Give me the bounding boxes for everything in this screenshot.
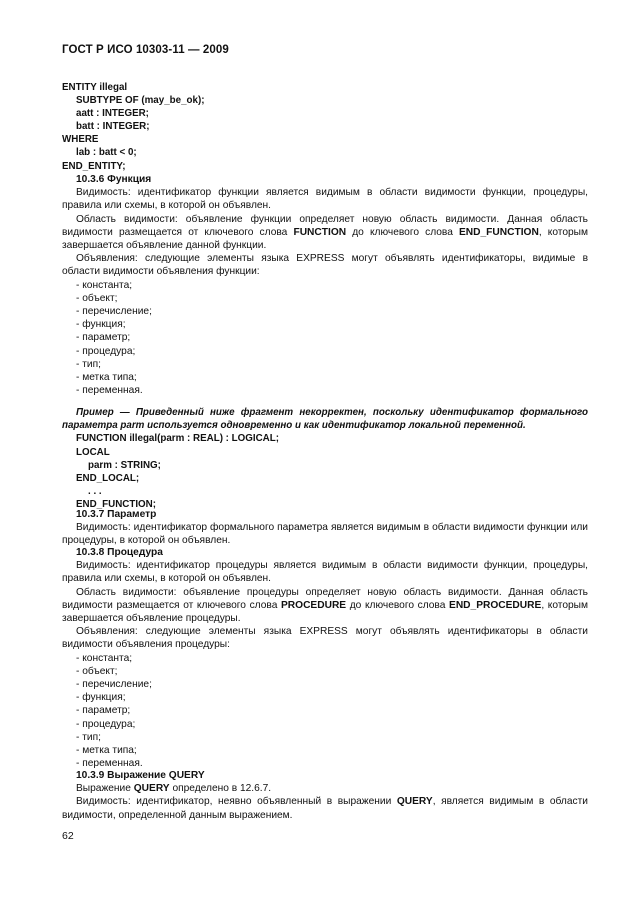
paragraph: [62, 795, 588, 821]
paragraph: Видимость: идентификатор процедуры является видимым в области видимости функции, процедуры, правила или схемы, в которой он объявлен.: [62, 560, 588, 585]
code-function-illegal: [62, 432, 588, 511]
code-line: batt : INTEGER;: [76, 121, 150, 133]
list-item: - переменная.: [76, 758, 143, 770]
list-item: - процедура;: [76, 345, 136, 357]
text-run: , является видимым в области видимости, определенной данным выражением.: [62, 796, 588, 821]
example-note: Пример — Приведенный ниже фрагмент некорректен, поскольку идентификатор формального параметра parm используется одновременно и как идентификатор локальной переменной.: [62, 407, 588, 432]
text-run: Видимость: идентификатор, неявно объявленный в выражении: [76, 796, 397, 808]
text-run: Область видимости: объявление функции определяет новую область видимости. Данная область видимости размещается от ключевого слова: [62, 213, 588, 238]
paragraph: Видимость: идентификатор формального параметра является видимым в области видимости функции или процедуры, в которой он объявлен.: [62, 522, 588, 547]
text-run: определено в 12.6.7.: [169, 783, 272, 795]
list-item: - объект;: [76, 665, 118, 677]
text-run: Область видимости: объявление процедуры определяет новую область видимости. Данная область видимости размещается от ключевого слова: [62, 586, 588, 611]
keyword: END_FUNCTION: [459, 226, 539, 238]
declaration-list: [62, 652, 588, 771]
code-line: FUNCTION illegal(parm : REAL) : LOGICAL;: [76, 433, 280, 445]
text-run: Выражение: [76, 783, 134, 795]
code-line: END_LOCAL;: [76, 472, 140, 484]
list-item: - константа;: [76, 279, 133, 291]
code-line: WHERE: [62, 134, 99, 146]
list-item: - тип;: [76, 358, 101, 370]
text-run: до ключевого слова: [346, 226, 459, 238]
code-line: END_FUNCTION;: [76, 498, 157, 510]
keyword: END_PROCEDURE: [449, 599, 542, 611]
example-block: [62, 406, 588, 511]
list-item: - перечисление;: [76, 679, 152, 691]
list-item: - объект;: [76, 292, 118, 304]
list-item: - функция;: [76, 692, 126, 704]
paragraph: [62, 586, 588, 626]
text-run: до ключевого слова: [346, 599, 450, 611]
section-heading: 10.3.8 Процедура: [76, 547, 163, 558]
text-run: , которым завершается объявление процедуры.: [62, 599, 588, 625]
paragraph: [62, 782, 588, 795]
code-line: . . .: [88, 485, 102, 497]
code-line: aatt : INTEGER;: [76, 108, 149, 120]
keyword: QUERY: [133, 783, 170, 795]
paragraph: Объявления: следующие элементы языка EXPRESS могут объявлять идентификаторы в области видимости объявления процедуры:: [62, 626, 588, 651]
section-heading: 10.3.7 Параметр: [76, 509, 157, 520]
list-item: - тип;: [76, 731, 101, 743]
keyword: FUNCTION: [293, 226, 347, 238]
list-item: - метка типа;: [76, 372, 137, 384]
code-line: ENTITY illegal: [62, 82, 128, 93]
keyword: PROCEDURE: [281, 599, 347, 611]
list-item: - параметр;: [76, 705, 131, 717]
section-10-3-6: [62, 173, 588, 397]
section-heading: 10.3.9 Выражение QUERY: [76, 770, 205, 781]
code-line: parm : STRING;: [88, 459, 161, 471]
section-10-3-8: [62, 546, 588, 770]
paragraph: Объявления: следующие элементы языка EXPRESS могут объявлять идентификаторы, видимые в области видимости объявления функции:: [62, 253, 588, 278]
code-line: LOCAL: [76, 446, 110, 458]
code-line: SUBTYPE OF (may_be_ok);: [76, 95, 205, 107]
list-item: - процедура;: [76, 718, 136, 730]
list-item: - функция;: [76, 319, 126, 331]
list-item: - константа;: [76, 652, 133, 664]
declaration-list: [62, 279, 588, 398]
list-item: - перечисление;: [76, 306, 152, 318]
code-line: END_ENTITY;: [62, 160, 126, 172]
section-heading: 10.3.6 Функция: [76, 174, 152, 185]
section-10-3-9: [62, 769, 588, 822]
list-item: - метка типа;: [76, 745, 137, 757]
paragraph: [62, 213, 588, 253]
code-line: lab : batt < 0;: [76, 147, 137, 159]
list-item: - параметр;: [76, 332, 131, 344]
keyword: QUERY: [396, 796, 433, 808]
paragraph: Видимость: идентификатор функции является видимым в области видимости функции, процедуры, правила или схемы, в которой он объявлен.: [62, 187, 588, 212]
section-10-3-7: [62, 508, 588, 548]
text-run: , которым завершается объявление данной функции.: [62, 226, 588, 252]
list-item: - переменная.: [76, 385, 143, 397]
page-number: 62: [62, 830, 74, 842]
document-header: ГОСТ Р ИСО 10303-11 — 2009: [62, 44, 229, 56]
code-entity-illegal: [62, 81, 588, 173]
